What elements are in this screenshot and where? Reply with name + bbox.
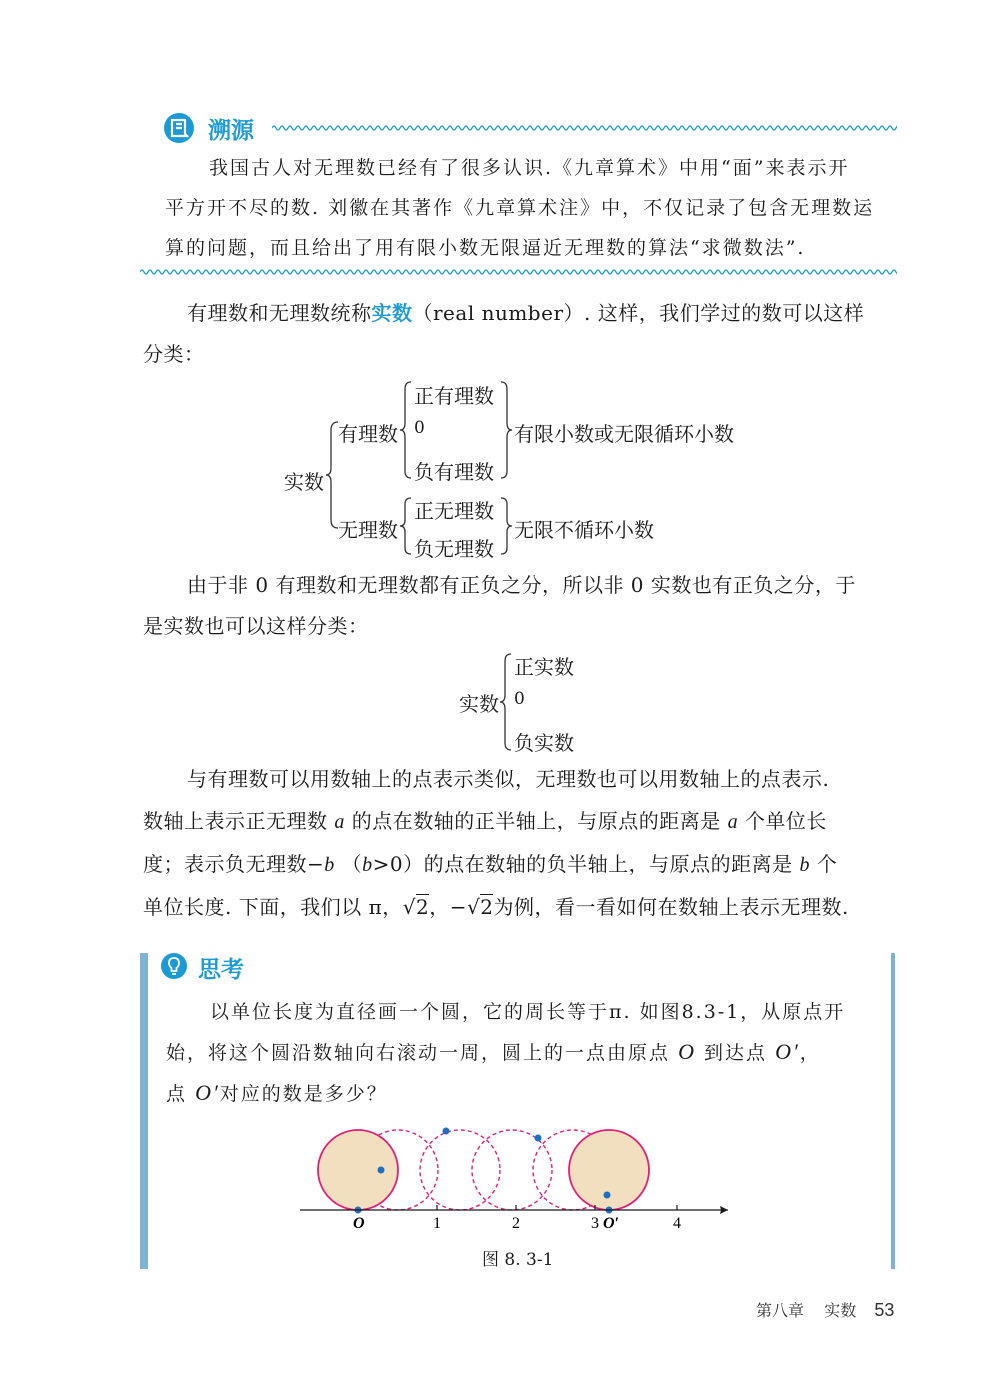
- text: 点: [166, 1083, 188, 1105]
- tree2-root: 实数: [459, 692, 499, 716]
- tree-pos-irrational: 正无理数: [414, 499, 494, 523]
- tree-root: 实数: [284, 470, 324, 494]
- tree-zero: 0: [414, 418, 425, 438]
- text: 由于非 0 有理数和无理数都有正负之分，所以非 0 实数也有正负之分，于: [187, 573, 856, 597]
- text: 分类：: [143, 342, 205, 366]
- var-a: a: [334, 811, 345, 833]
- tick-label-2: 2: [512, 1215, 520, 1232]
- text: 对应的数是多少？: [219, 1083, 388, 1105]
- tick-label-O: O: [353, 1215, 365, 1232]
- tree-irrational: 无理数: [338, 518, 398, 542]
- tree-neg-irrational: 负无理数: [414, 537, 494, 561]
- think-right-bar: [891, 953, 895, 1269]
- tree-neg-rational: 负有理数: [414, 460, 494, 484]
- sqrt-radicand: 2: [415, 895, 430, 919]
- text: 与有理数可以用数轴上的点表示类似，无理数也可以用数轴上的点表示.: [187, 767, 830, 791]
- end-circle: [569, 1130, 649, 1210]
- term-real-number: 实数: [371, 301, 413, 325]
- think-left-bar: [140, 953, 148, 1269]
- point-dot: [604, 1192, 611, 1199]
- rolling-circle-figure: [290, 1120, 750, 1240]
- think-body: [166, 992, 886, 1114]
- tree-rational-note: 有限小数或无限循环小数: [514, 422, 734, 446]
- footer-chapter: 第八章: [756, 1301, 805, 1320]
- paragraph-number-line: [143, 758, 913, 928]
- start-circle: [318, 1130, 398, 1210]
- dashed-circle: [472, 1130, 552, 1210]
- text: >0）的点在数轴的负半轴上，与原点的距离是: [372, 852, 793, 876]
- point-O-prime: O′: [195, 1080, 220, 1105]
- text: 个单位长: [744, 809, 827, 833]
- brace-tree2: [500, 652, 512, 752]
- suyuan-line: 算的问题，而且给出了用有限小数无限逼近无理数的算法“求微数法”.: [165, 237, 806, 259]
- tick-label-4: 4: [673, 1215, 681, 1232]
- text: 单位长度. 下面，我们以 π，: [143, 895, 403, 919]
- suyuan-line: 平方开不尽的数. 刘徽在其著作《九章算术注》中，不仅记录了包含无理数运: [165, 197, 875, 219]
- tree-rational: 有理数: [338, 422, 398, 446]
- var-b: b: [324, 854, 335, 876]
- text: ，: [799, 1042, 821, 1064]
- text: 为例，看一看如何在数轴上表示无理数.: [493, 895, 849, 919]
- text: ，−: [429, 895, 467, 919]
- page-number: 53: [874, 1300, 895, 1320]
- sqrt-icon: √: [402, 895, 416, 919]
- figure-caption: 图 8. 3-1: [482, 1250, 554, 1270]
- sqrt-radicand: 2: [480, 895, 494, 919]
- text: 以单位长度为直径画一个圆，它的周长等于π. 如图8.3-1，从原点开: [210, 1001, 846, 1023]
- tree-irrational-note: 无限不循环小数: [514, 518, 654, 542]
- var-a: a: [727, 811, 739, 833]
- text: 的点在数轴的正半轴上，与原点的距离是: [351, 809, 721, 833]
- suyuan-line: 我国古人对无理数已经有了很多认识.《九章算术》中用“面”来表示开: [209, 157, 850, 179]
- point-dot: [378, 1167, 385, 1174]
- var-b: b: [799, 854, 810, 876]
- axis-arrow-icon: [720, 1206, 728, 1214]
- sqrt-icon: √: [466, 895, 481, 919]
- tick-label-1: 1: [433, 1215, 441, 1232]
- var-b: b: [362, 854, 373, 876]
- think-title: 思考: [198, 957, 244, 983]
- tick-label-3: 3: [591, 1215, 599, 1232]
- text: （real number）. 这样，我们学过的数可以这样: [412, 301, 865, 325]
- suyuan-title: 溯源: [208, 118, 254, 144]
- tree2-zero: 0: [514, 689, 525, 709]
- text: 个: [816, 852, 838, 876]
- text: 是实数也可以这样分类：: [143, 614, 369, 638]
- text: 始，将这个圆沿数轴向右滚动一周，圆上的一点由原点: [166, 1042, 671, 1064]
- text: 数轴上表示正无理数: [143, 809, 328, 833]
- footer: [756, 1298, 894, 1321]
- tree2-pos: 正实数: [514, 655, 574, 679]
- tree-pos-rational: 正有理数: [414, 384, 494, 408]
- point-dot: [443, 1128, 450, 1135]
- think-icon: [160, 952, 188, 980]
- point-O-prime: O′: [775, 1039, 800, 1064]
- text: 度；表示负无理数−: [143, 852, 325, 876]
- point-O: O: [678, 1039, 696, 1064]
- footer-topic: 实数: [824, 1301, 857, 1320]
- point-dot: [535, 1135, 542, 1142]
- text: 有理数和无理数统称: [187, 301, 372, 325]
- text: （: [341, 852, 363, 876]
- text: 到达点: [704, 1042, 768, 1064]
- tree2-neg: 负实数: [514, 731, 574, 755]
- dashed-circle: [420, 1130, 500, 1210]
- tick-label-O-prime: O′: [603, 1215, 620, 1232]
